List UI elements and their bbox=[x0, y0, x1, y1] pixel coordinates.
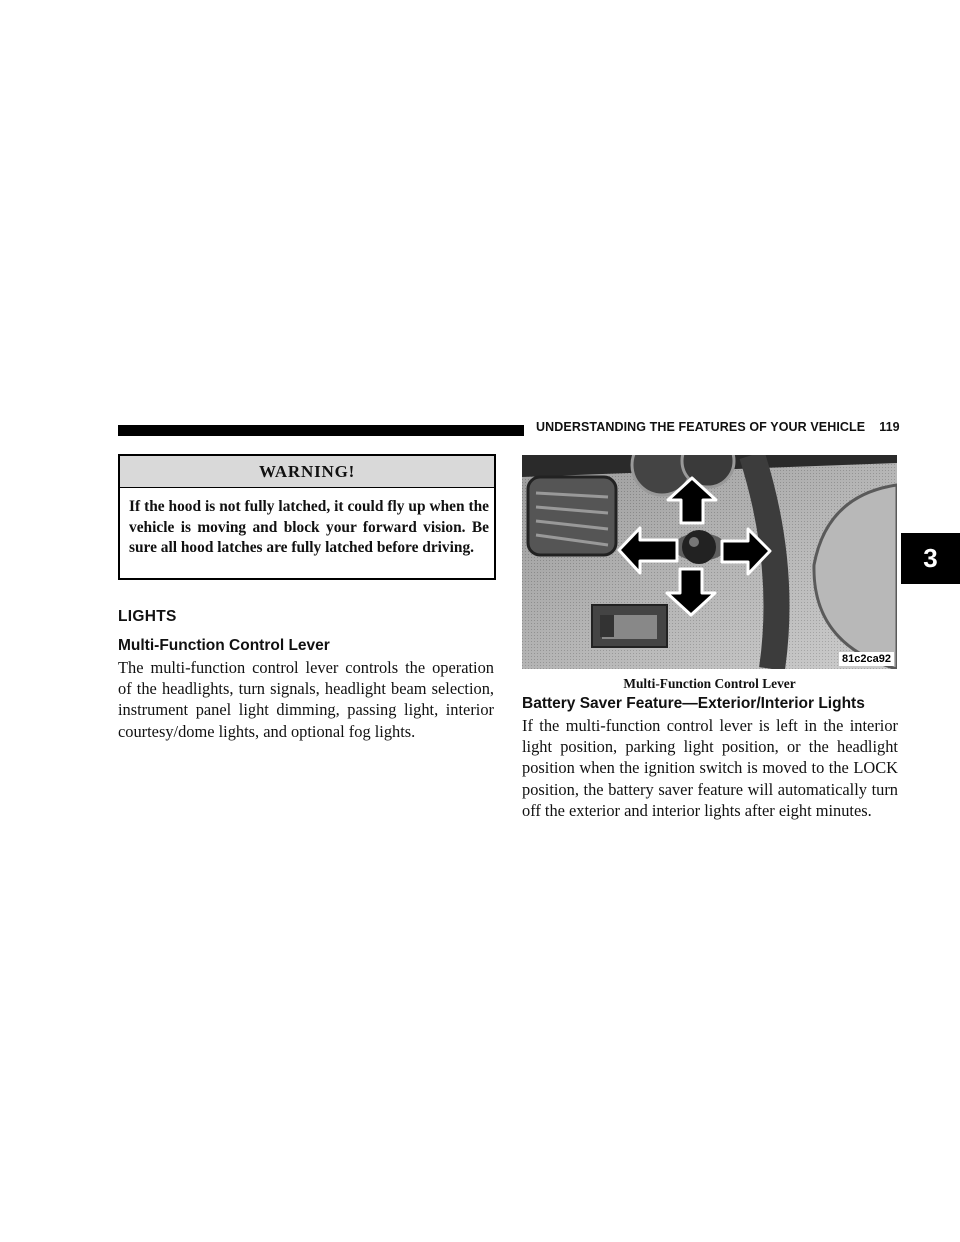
subheading-control-lever: Multi-Function Control Lever bbox=[118, 637, 330, 654]
chapter-tab: 3 bbox=[901, 533, 960, 584]
paragraph-lights: The multi-function control lever controls the operation of the headlights, turn signals, headlight beam selection, instrument panel light dimming, passing light, interior courtesy/dome lights, and optional fog lights. bbox=[118, 658, 494, 741]
page-number: 119 bbox=[879, 420, 900, 434]
warning-title: WARNING! bbox=[120, 456, 494, 488]
figure-code: 81c2ca92 bbox=[839, 652, 894, 666]
header-rule bbox=[118, 425, 524, 436]
section-heading-lights: LIGHTS bbox=[118, 608, 177, 625]
warning-text: If the hood is not fully latched, it could fly up when the vehicle is moving and block your forward vision. Be sure all hood latches are fully latched before driving. bbox=[129, 498, 489, 556]
warning-box bbox=[118, 454, 496, 580]
subheading-battery-saver: Battery Saver Feature—Exterior/Interior Lights bbox=[522, 695, 865, 712]
section-title: UNDERSTANDING THE FEATURES OF YOUR VEHICLE bbox=[536, 420, 866, 434]
running-header bbox=[536, 420, 900, 434]
figure-caption: Multi-Function Control Lever bbox=[623, 676, 796, 691]
figure-control-lever bbox=[522, 455, 897, 669]
paragraph-battery-saver: If the multi-function control lever is left in the interior light position, parking light position, or the headlight position when the ignition switch is moved to the LOCK position, the battery saver feature will automatically turn off the exterior and interior lights after eight minutes. bbox=[522, 716, 898, 820]
control-lever-photo bbox=[522, 455, 897, 669]
